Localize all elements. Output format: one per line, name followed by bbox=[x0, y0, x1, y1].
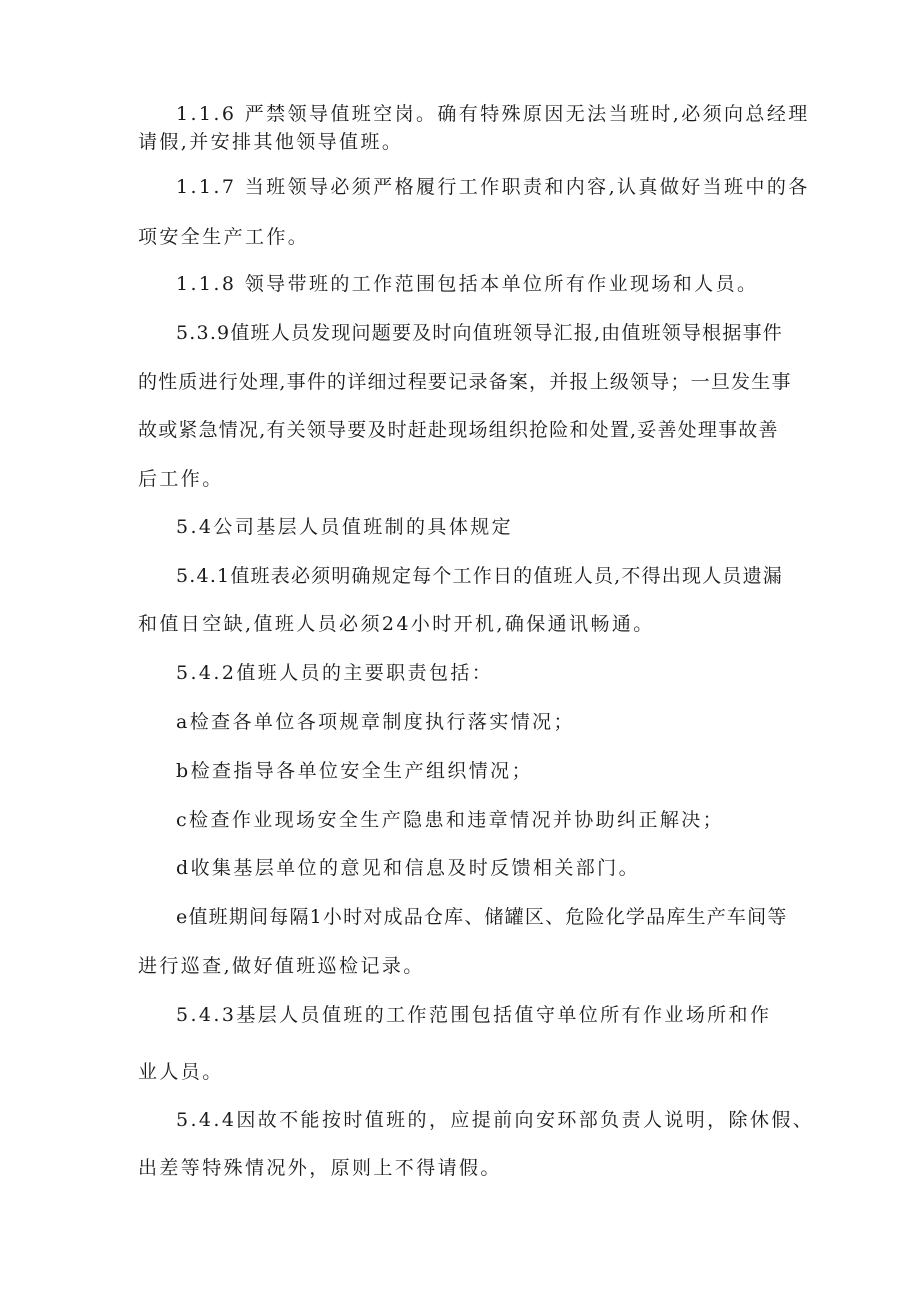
paragraph-5-4-2: 5.4.2值班人员的主要职责包括： bbox=[176, 662, 494, 684]
paragraph-5-3-9-line-4: 后工作。 bbox=[138, 468, 224, 490]
paragraph-5-3-9-line-1: 5.3.9值班人员发现问题要及时向值班领导汇报,由值班领导根据事件 bbox=[176, 322, 783, 344]
paragraph-5-4-3-line-2: 业人员。 bbox=[138, 1061, 224, 1083]
list-item-e-line-1: e值班期间每隔1小时对成品仓库、储罐区、危险化学品库生产车间等 bbox=[176, 906, 788, 928]
paragraph-5-4-1-line-2: 和值日空缺,值班人员必须24小时开机,确保通讯畅通。 bbox=[138, 613, 655, 635]
paragraph-1-1-6-line-2: 请假,并安排其他领导值班。 bbox=[138, 131, 404, 153]
paragraph-5-3-9-line-2: 的性质进行处理,事件的详细过程要记录备案，并报上级领导；一旦发生事 bbox=[138, 371, 792, 393]
list-item-c: c检查作业现场安全生产隐患和违章情况并协助纠正解决； bbox=[176, 809, 725, 831]
paragraph-1-1-8: 1.1.8 领导带班的工作范围包括本单位所有作业现场和人员。 bbox=[176, 273, 759, 295]
paragraph-5-4-4-line-1: 5.4.4因故不能按时值班的，应提前向安环部负责人说明，除休假、 bbox=[176, 1109, 815, 1131]
paragraph-1-1-7-line-2: 项安全生产工作。 bbox=[138, 226, 310, 248]
list-item-a: a检查各单位各项规章制度执行落实情况； bbox=[176, 711, 575, 733]
section-heading-5-4: 5.4公司基层人员值班制的具体规定 bbox=[176, 516, 514, 538]
list-item-e-line-2: 进行巡查,做好值班巡检记录。 bbox=[138, 955, 425, 977]
paragraph-5-3-9-line-3: 故或紧急情况,有关领导要及时赶赴现场组织抢险和处置,妥善处理事故善 bbox=[138, 419, 779, 441]
paragraph-5-4-1-line-1: 5.4.1值班表必须明确规定每个工作日的值班人员,不得出现人员遗漏 bbox=[176, 565, 783, 587]
list-item-b: b检查指导各单位安全生产组织情况； bbox=[176, 760, 533, 782]
list-item-d: d收集基层单位的意见和信息及时反馈相关部门。 bbox=[176, 857, 640, 879]
paragraph-5-4-4-line-2: 出差等特殊情况外，原则上不得请假。 bbox=[138, 1157, 502, 1179]
paragraph-5-4-3-line-1: 5.4.3基层人员值班的工作范围包括值守单位所有作业场所和作 bbox=[176, 1004, 772, 1026]
paragraph-1-1-6-line-1: 1.1.6 严禁领导值班空岗。确有特殊原因无法当班时,必须向总经理 bbox=[176, 103, 810, 125]
paragraph-1-1-7-line-1: 1.1.7 当班领导必须严格履行工作职责和内容,认真做好当班中的各 bbox=[176, 176, 810, 198]
